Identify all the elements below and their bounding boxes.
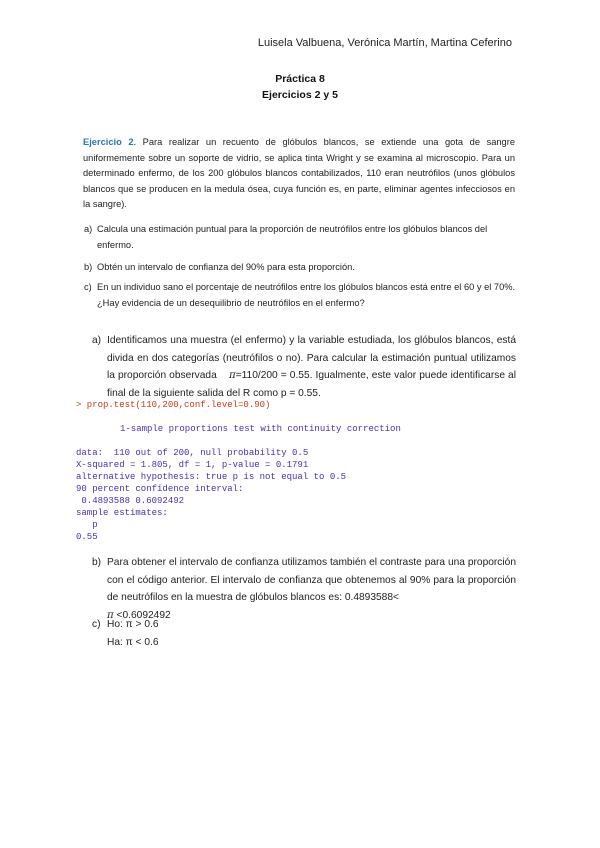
- question-b: [84, 260, 516, 276]
- r-output-heading: 1-sample proportions test with continuity correction: [120, 424, 401, 434]
- question-text: Obtén un intervalo de confianza del 90% para esta proporción.: [97, 262, 355, 272]
- pi-symbol: π: [229, 370, 236, 381]
- r-command: > prop.test(110,200,conf.level=0.90): [76, 400, 271, 410]
- question-text: Calcula una estimación puntual para la proporción de neutrófilos entre los glóbulos blancos del enfermo.: [97, 224, 488, 250]
- answer-text: [92, 616, 516, 651]
- r-output-body: data: 110 out of 200, null probability 0.5 X-squared = 1.805, df = 1, p-value = 0.1791 alternative hypothesis: true p is not equal to 0.5 90 percent confidence interval: 0.4893588 0.6092492 sample estimates: p 0.55: [76, 448, 347, 542]
- answer-text-part: =110/200 = 0.55. Igualmente, este valor puede identificarse al final de la siguiente salida del R como p = 0.55.: [107, 370, 516, 399]
- question-label: b): [84, 262, 93, 272]
- question-label: c): [84, 282, 92, 292]
- answer-text-part: Identificamos una muestra (el enfermo) y la variable estudiada, los glóbulos blancos, está divida en dos categorías (neutrófilos o no). Para calcular la estimación puntual utilizamos la proporción observada: [107, 335, 516, 381]
- answer-a: [92, 332, 516, 402]
- authors: Luisela Valbuena, Verónica Martín, Martina Ceferino: [257, 37, 512, 49]
- question-label: a): [84, 224, 93, 234]
- answer-c: [92, 616, 516, 651]
- answer-text-part: <0.6092492: [116, 609, 171, 621]
- answer-b: [92, 554, 516, 624]
- answer-text: [92, 332, 516, 402]
- hypothesis-alt: Ha: π < 0.6: [107, 636, 159, 648]
- exercise-label: Ejercicio 2: [83, 137, 134, 147]
- exercise-statement: [83, 135, 515, 213]
- page-subtitle: Ejercicios 2 y 5: [262, 89, 338, 101]
- answer-text-part: Para obtener el intervalo de confianza utilizamos también el contraste para una proporción con el código anterior. El intervalo de confianza que obtenemos al 90% para la proporción de neutrófilos en la muestra de glóbulos blancos es: 0.4893588<: [107, 557, 516, 603]
- pi-symbol: π: [107, 609, 114, 621]
- question-a: [84, 222, 516, 253]
- answer-label: c): [92, 619, 101, 630]
- answer-label: b): [92, 557, 102, 568]
- answer-text: [92, 554, 516, 624]
- hypothesis-null: Ho: π > 0.6: [107, 619, 159, 630]
- exercise-text: . Para realizar un recuento de glóbulos blancos, se extiende una gota de sangre uniformemente sobre un soporte de vidrio, se aplica tinta Wright y se examina al microscopio. Para un determinado enfermo, de los 200 glóbulos blancos contabilizados, 110 eran neutrófilos (unos glóbulos blancos que se producen en la medula ósea, cuya función es, en parte, eliminar agentes infecciosos en la sangre).: [83, 137, 515, 209]
- question-c: [84, 280, 516, 311]
- page-title: Práctica 8: [275, 73, 325, 85]
- question-text: En un individuo sano el porcentaje de neutrófilos entre los glóbulos blancos está entre el 60 y el 70%. ¿Hay evidencia de un desequilibrio de neutrófilos en el enfermo?: [97, 282, 516, 308]
- answer-label: a): [92, 335, 102, 346]
